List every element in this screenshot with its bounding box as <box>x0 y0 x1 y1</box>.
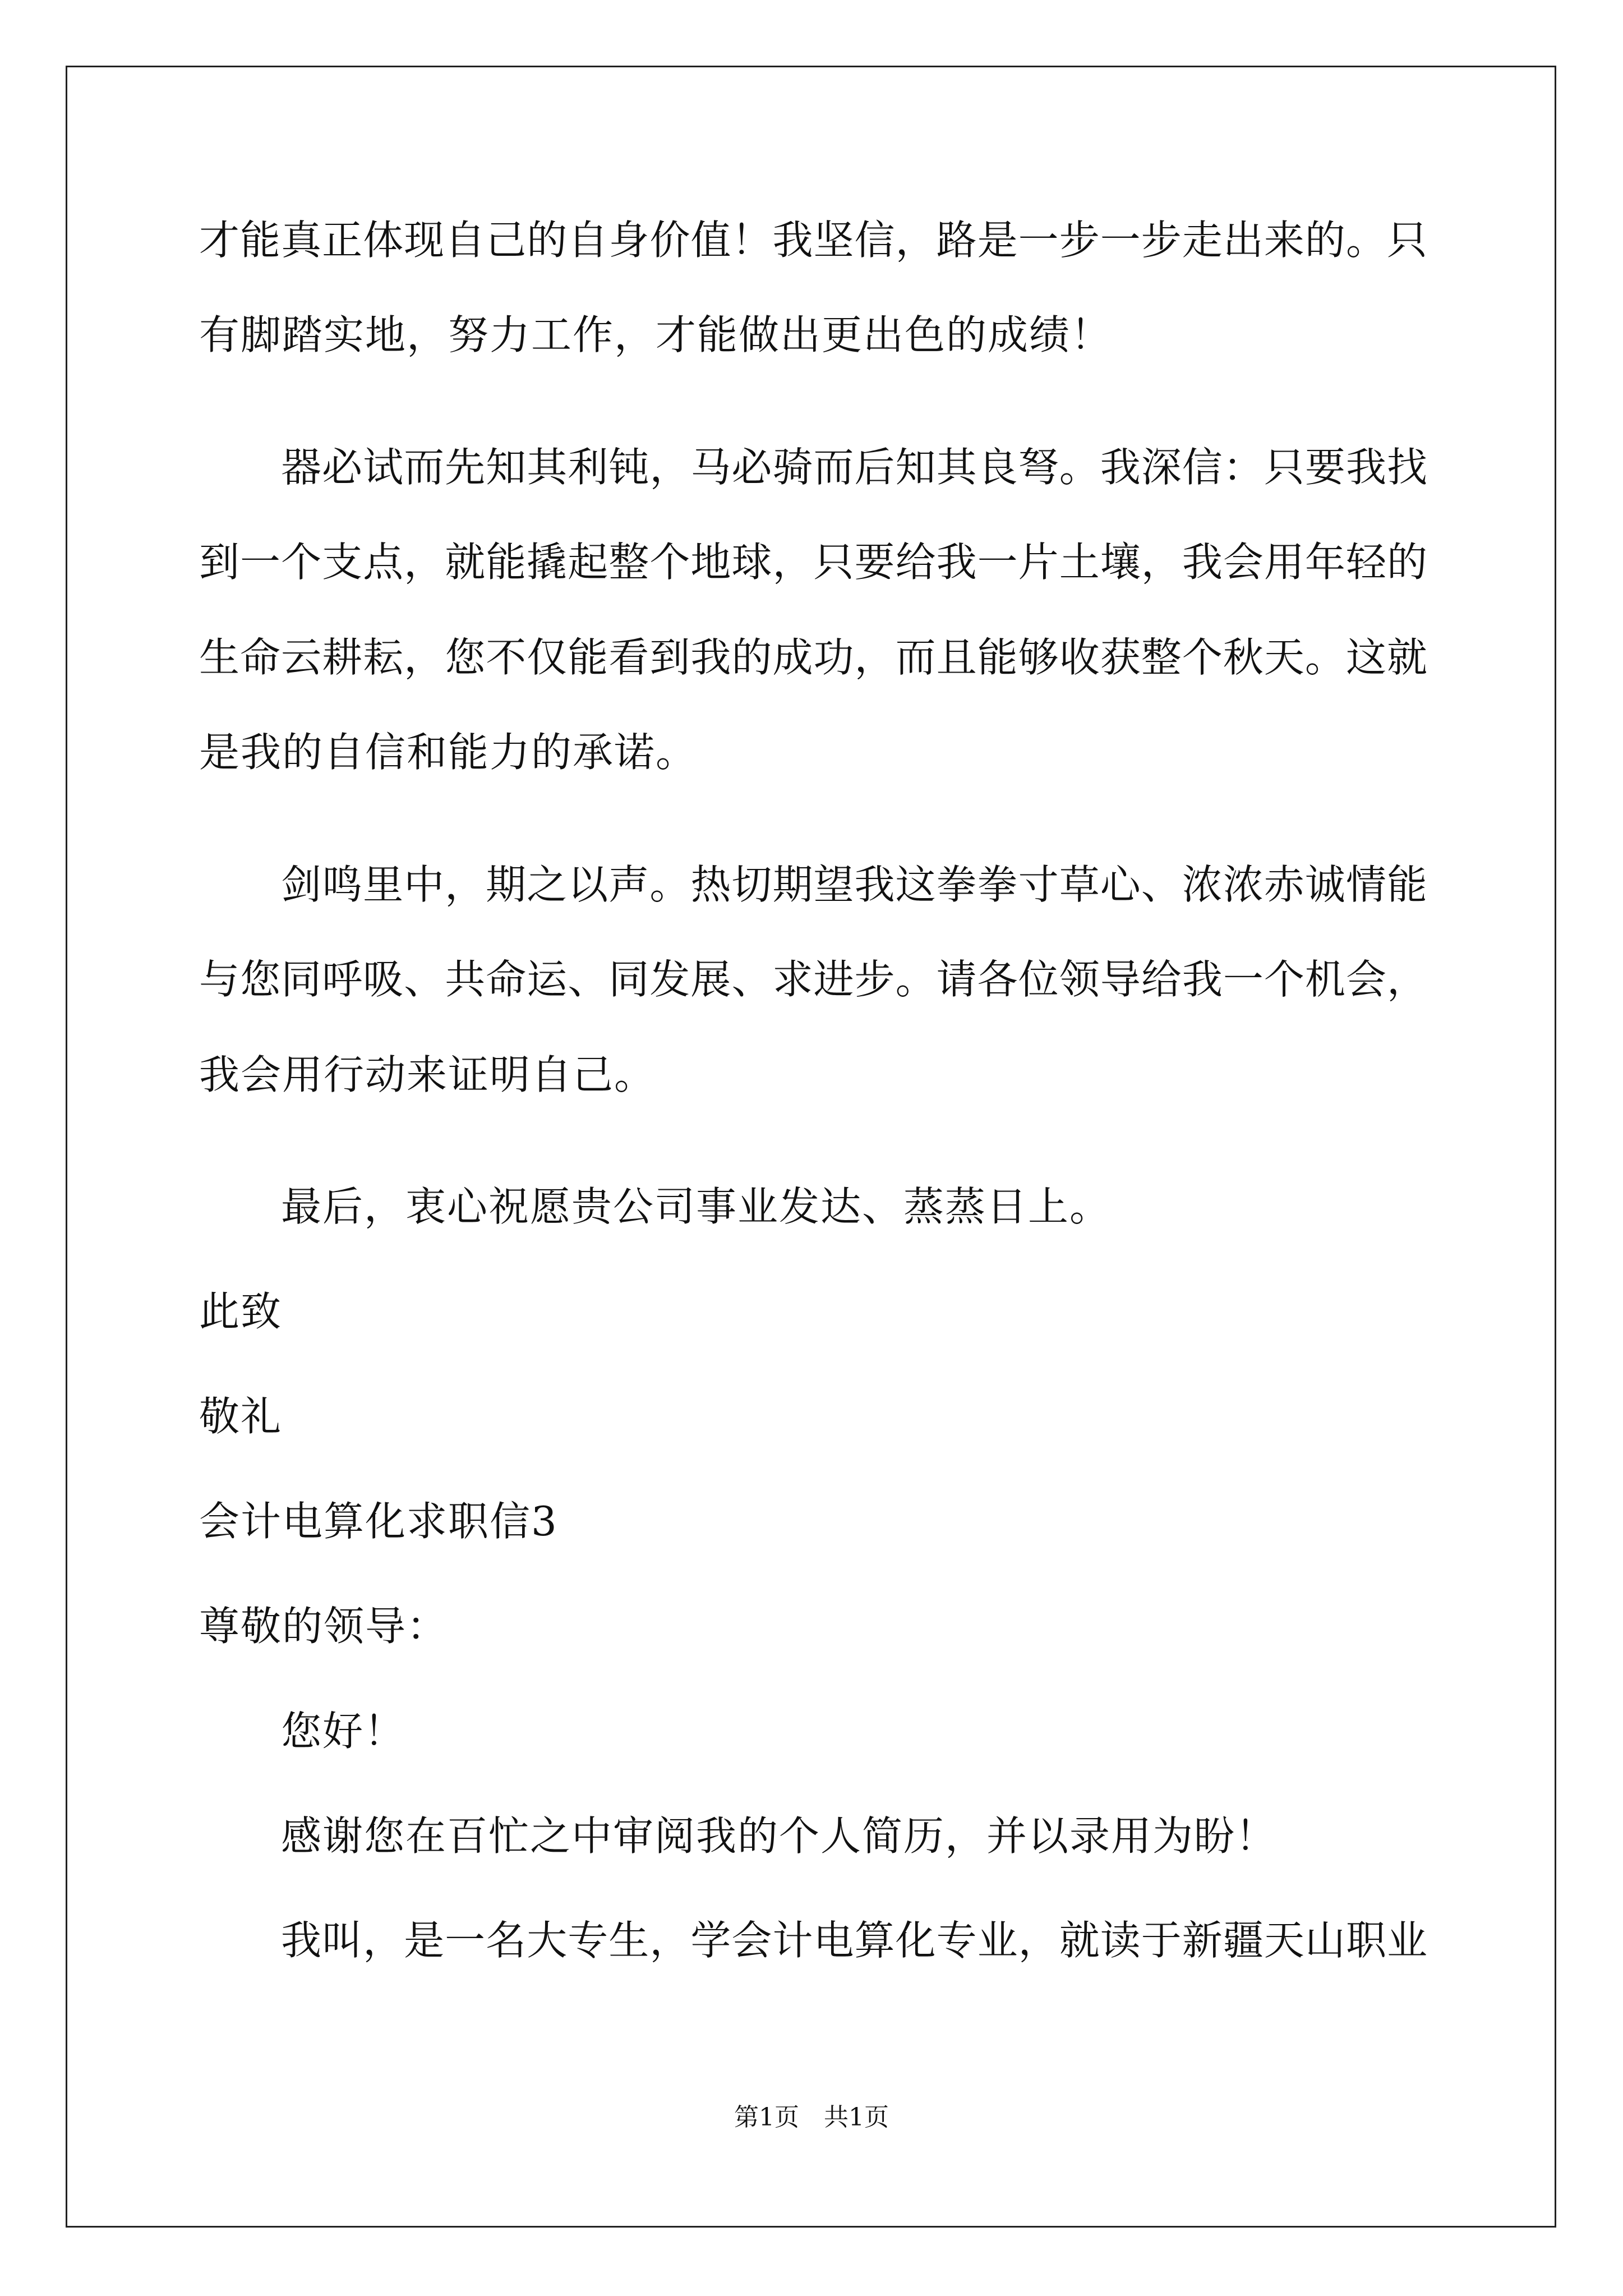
text-line: 是我的自信和能力的承诺。 <box>199 729 698 776</box>
section-heading: 会计电算化求职信3 <box>199 1498 558 1545</box>
closing-line: 此致 <box>199 1288 283 1335</box>
text-line: 与您同呼吸、共命运、同发展、求进步。请各位领导给我一个机会， <box>199 956 1427 1003</box>
text-line: 生命云耕耘，您不仅能看到我的成功，而且能够收获整个秋天。这就 <box>199 634 1427 681</box>
text-line: 到一个支点，就能撬起整个地球，只要给我一片土壤，我会用年轻的 <box>199 539 1427 586</box>
text-line: 器必试而先知其利钝，马必骑而后知其良弩。我深信：只要我找 <box>281 444 1427 491</box>
page-border <box>66 66 1556 2228</box>
text-line: 感谢您在百忙之中审阅我的个人简历，并以录用为盼！ <box>281 1812 1278 1860</box>
text-line: 有脚踏实地，努力工作，才能做出更出色的成绩！ <box>199 311 1113 358</box>
text-line: 剑鸣里中，期之以声。热切期望我这拳拳寸草心、浓浓赤诚情能 <box>281 861 1427 908</box>
text-line: 您好！ <box>281 1708 406 1755</box>
greeting-line: 尊敬的领导： <box>199 1603 449 1650</box>
salutation-line: 敬礼 <box>199 1393 283 1440</box>
text-line: 我叫，是一名大专生，学会计电算化专业，就读于新疆天山职业 <box>281 1917 1427 1964</box>
text-line: 我会用行动来证明自己。 <box>199 1051 656 1098</box>
text-line: 最后，衷心祝愿贵公司事业发达、蒸蒸日上。 <box>281 1183 1112 1230</box>
page-number-footer: 第1页 共1页 <box>734 2103 889 2132</box>
text-line: 才能真正体现自己的自身价值！我坚信，路是一步一步走出来的。只 <box>199 217 1427 264</box>
